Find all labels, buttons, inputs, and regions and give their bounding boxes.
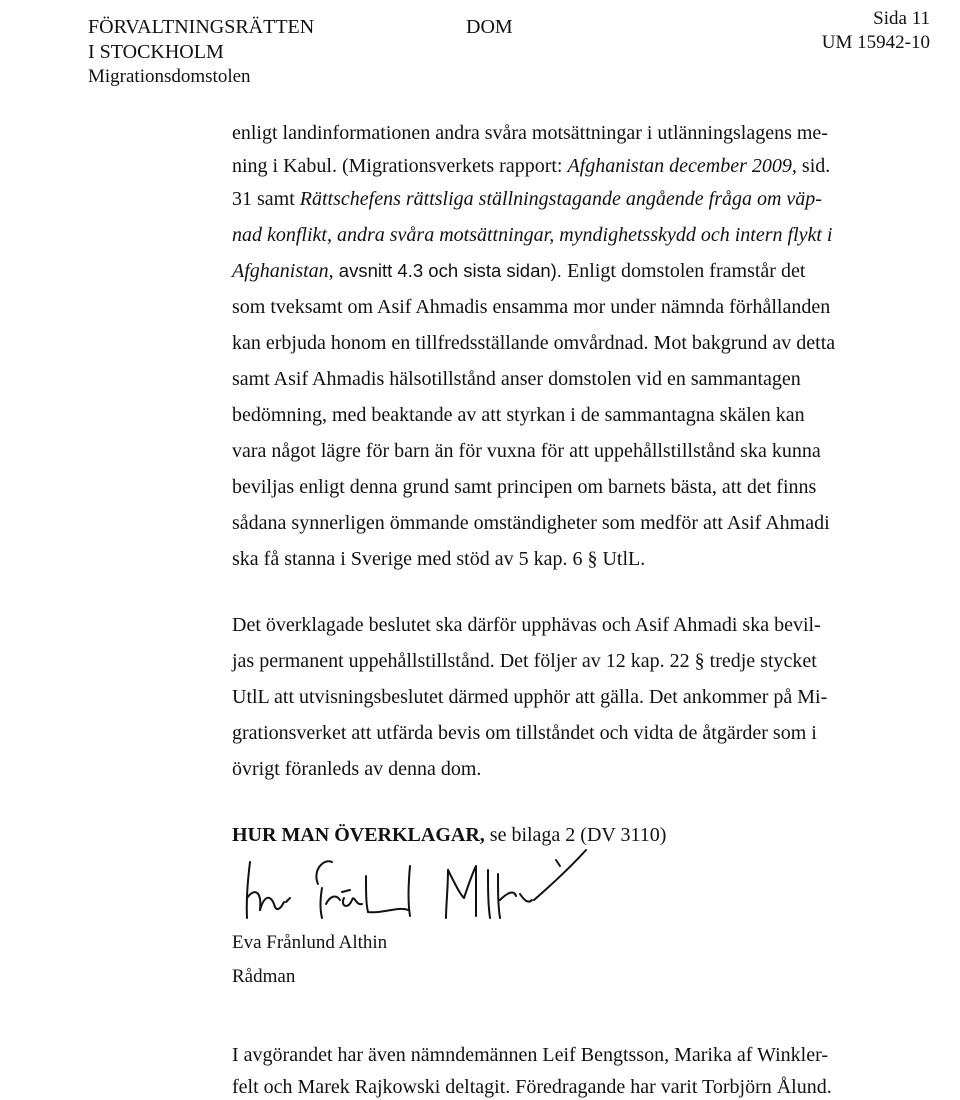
text-line: jas permanent uppehållstillstånd. Det följer av 12 kap. 22 § tredje stycket bbox=[232, 650, 817, 672]
document-type: DOM bbox=[466, 16, 513, 38]
text-line: nad konflikt, andra svåra motsättningar, myndighetsskydd och intern flykt i bbox=[232, 224, 833, 246]
text-line: I avgörandet har även nämndemännen Leif Bengtsson, Marika af Winkler- bbox=[232, 1044, 828, 1066]
text-line: Det överklagade beslutet ska därför upphävas och Asif Ahmadi ska bevil- bbox=[232, 614, 821, 636]
text-segment: Afghanistan, bbox=[232, 260, 334, 282]
text-segment: ning i Kabul. (Migrationsverkets rapport: bbox=[232, 155, 568, 177]
text-line: bedömning, med beaktande av att styrkan i de sammantagna skälen kan bbox=[232, 404, 805, 426]
text-line: grationsverket att utfärda bevis om tillståndet och vidta de åtgärder som i bbox=[232, 722, 817, 744]
text-segment: Enligt domstolen framstår det bbox=[567, 260, 806, 282]
signatory-name: Eva Frånlund Althin bbox=[232, 932, 388, 953]
text-line: beviljas enligt denna grund samt principen om barnets bästa, att det finns bbox=[232, 476, 817, 498]
text-line: som tveksamt om Asif Ahmadis ensamma mor under nämnda förhållanden bbox=[232, 296, 831, 318]
appeal-text: se bilaga 2 (DV 3110) bbox=[484, 824, 667, 846]
appeal-heading: HUR MAN ÖVERKLAGAR, bbox=[232, 824, 485, 846]
text-line: samt Asif Ahmadis hälsotillstånd anser domstolen vid en sammantagen bbox=[232, 368, 801, 390]
report-title: Afghanistan december 2009, bbox=[567, 155, 797, 177]
text-line bbox=[232, 186, 822, 212]
text-segment: sid. bbox=[796, 155, 831, 177]
text-line: sådana synnerligen ömmande omständigheter som medför att Asif Ahmadi bbox=[232, 512, 830, 534]
case-number: UM 15942-10 bbox=[821, 32, 930, 53]
text-line: vara något lägre för barn än för vuxna för att uppehållstillstånd ska kunna bbox=[232, 440, 821, 462]
text-line: kan erbjuda honom en tillfredsställande omvårdnad. Mot bakgrund av detta bbox=[232, 332, 836, 354]
text-line bbox=[232, 153, 830, 179]
legal-position-title: Rättschefens rättsliga ställningstagande angående fråga om väp- bbox=[299, 188, 822, 210]
text-line: övrigt föranleds av denna dom. bbox=[232, 758, 482, 780]
court-name: FÖRVALTNINGSRÄTTEN bbox=[88, 16, 315, 38]
page-number: Sida 11 bbox=[873, 8, 930, 29]
court-city: I STOCKHOLM bbox=[88, 41, 224, 63]
appeal-instruction bbox=[232, 822, 666, 848]
court-unit: Migrationsdomstolen bbox=[88, 66, 251, 87]
text-segment: avsnitt 4.3 och sista sidan). bbox=[333, 260, 568, 281]
signatory-title: Rådman bbox=[232, 966, 296, 987]
text-line: ska få stanna i Sverige med stöd av 5 kap. 6 § UtlL. bbox=[232, 548, 646, 570]
handwritten-signature bbox=[232, 848, 632, 930]
text-line: UtlL att utvisningsbeslutet därmed upphör att gälla. Det ankommer på Mi- bbox=[232, 686, 828, 708]
text-line: enligt landinformationen andra svåra motsättningar i utlänningslagens me- bbox=[232, 122, 828, 144]
text-line bbox=[232, 258, 805, 284]
text-line: felt och Marek Rajkowski deltagit. Föredragande har varit Torbjörn Ålund. bbox=[232, 1076, 832, 1098]
text-segment: 31 samt bbox=[232, 188, 300, 210]
